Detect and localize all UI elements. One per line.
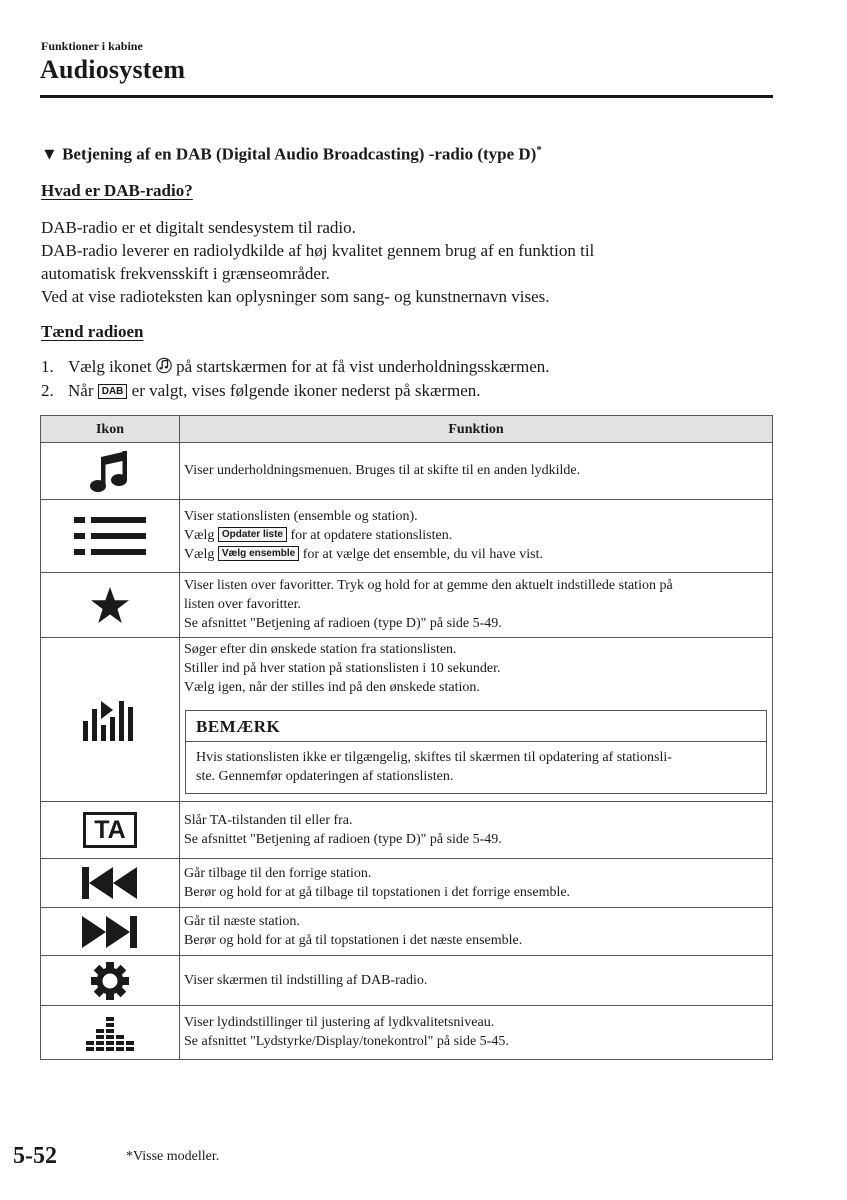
column-header-icon: Ikon: [41, 416, 180, 443]
table-row: [41, 1006, 773, 1060]
function-text: Vælg igen, når der stilles ind på den ønskede station.: [184, 680, 480, 695]
column-header-function: Funktion: [180, 416, 773, 443]
note-text: Hvis stationslisten ikke er tilgængelig, skiftes til skærmen til opdatering af stationsli-: [196, 750, 672, 765]
heading-footnote-mark: *: [536, 144, 542, 156]
step-text: Når: [68, 381, 94, 400]
function-text-part: for at opdatere stationslisten.: [290, 528, 453, 543]
function-text: Søger efter din ønskede station fra stationslisten.: [184, 642, 457, 657]
list-icon: [41, 515, 179, 557]
intro-line: Ved at vise radioteksten kan oplysninger som sang- og kunstnernavn vises.: [41, 287, 550, 306]
update-list-button-label: Opdater liste: [218, 527, 287, 542]
section-label: Funktioner i kabine: [41, 39, 143, 53]
function-text: [184, 545, 768, 564]
footnote: *Visse modeller.: [126, 1149, 220, 1164]
scan-icon: [41, 699, 179, 741]
step-2: [41, 381, 481, 401]
note-box: [185, 710, 767, 794]
table-row: [41, 573, 773, 638]
previous-track-icon: [41, 867, 179, 899]
function-text: Se afsnittet "Betjening af radioen (type D)" på side 5-49.: [184, 831, 502, 847]
music-note-icon: [156, 357, 172, 374]
ta-icon: [83, 812, 137, 848]
step-number: 1.: [41, 357, 54, 376]
equalizer-icon: [41, 1013, 179, 1053]
function-text: Viser skærmen til indstilling af DAB-radio.: [184, 972, 428, 988]
gear-icon: [41, 961, 179, 1001]
table-row: [41, 956, 773, 1006]
function-text: Viser lydindstillinger til justering af lydkvalitetsniveau.: [184, 1015, 495, 1030]
function-text: Stiller ind på hver station på stationslisten i 10 sekunder.: [184, 661, 501, 676]
heading-text: Betjening af en DAB (Digital Audio Broadcasting) -radio (type D): [62, 144, 537, 164]
function-text: Går tilbage til den forrige station.: [184, 865, 372, 881]
function-text: Berør og hold for at gå til topstationen i det næste ensemble.: [184, 933, 523, 948]
step-1: [41, 357, 550, 377]
intro-line: automatisk frekvensskift i grænseområder.: [41, 264, 330, 283]
section-heading: [41, 144, 542, 165]
function-text: Viser stationslisten (ensemble og station).: [184, 509, 418, 524]
function-text-part: for at vælge det ensemble, du vil have vist.: [302, 547, 543, 562]
next-track-icon: [41, 916, 179, 948]
step-text: på startskærmen for at få vist underholdningsskærmen.: [176, 357, 550, 376]
note-text: ste. Gennemfør opdateringen af stationslisten.: [196, 769, 454, 784]
function-text-part: Vælg: [184, 528, 215, 543]
step-number: 2.: [41, 381, 54, 400]
function-text: Se afsnittet "Lydstyrke/Display/tonekontrol" på side 5-45.: [184, 1034, 509, 1049]
subheading-turn-on: Tænd radioen: [41, 322, 144, 341]
heading-marker: ▼: [41, 144, 58, 164]
star-icon: [41, 586, 179, 624]
function-text-part: Vælg: [184, 547, 215, 562]
intro-line: DAB-radio leverer en radiolydkilde af høj kvalitet gennem brug af en funktion til: [41, 241, 595, 260]
step-text: er valgt, vises følgende ikoner nederst på skærmen.: [131, 381, 481, 400]
step-text: Vælg ikonet: [68, 357, 152, 376]
dab-button-label: DAB: [98, 384, 128, 399]
function-text: Slår TA-tilstanden til eller fra.: [184, 812, 353, 828]
function-text: Se afsnittet "Betjening af radioen (type D)" på side 5-49.: [184, 616, 502, 631]
function-text: Går til næste station.: [184, 914, 300, 929]
note-title: BEMÆRK: [186, 711, 766, 742]
function-text: Viser underholdningsmenuen. Bruges til at skifte til en anden lydkilde.: [184, 463, 581, 478]
table-row: [41, 443, 773, 500]
page-number: 5-52: [13, 1143, 57, 1169]
subheading-what-is: Hvad er DAB-radio?: [41, 181, 193, 200]
table-header-row: [41, 416, 773, 443]
table-row: [41, 500, 773, 573]
table-row: [41, 638, 773, 802]
function-text: listen over favoritter.: [184, 597, 302, 612]
function-text: [184, 526, 768, 545]
table-row: [41, 908, 773, 956]
title-rule: [40, 95, 773, 98]
ta-icon-text: TA: [94, 816, 126, 844]
note-body: [186, 742, 766, 793]
intro-line: DAB-radio er et digitalt sendesystem til radio.: [41, 218, 356, 237]
table-row: [41, 802, 773, 859]
music-note-icon: [41, 448, 179, 494]
function-text: Berør og hold for at gå tilbage til topstationen i det forrige ensemble.: [184, 884, 571, 900]
page-title: Audiosystem: [40, 55, 186, 84]
intro-paragraph: [41, 216, 594, 308]
icon-table: [40, 415, 773, 1060]
function-text: Viser listen over favoritter. Tryk og hold for at gemme den aktuelt indstillede station på: [184, 578, 673, 593]
table-row: [41, 859, 773, 908]
select-ensemble-button-label: Vælg ensemble: [218, 546, 299, 561]
